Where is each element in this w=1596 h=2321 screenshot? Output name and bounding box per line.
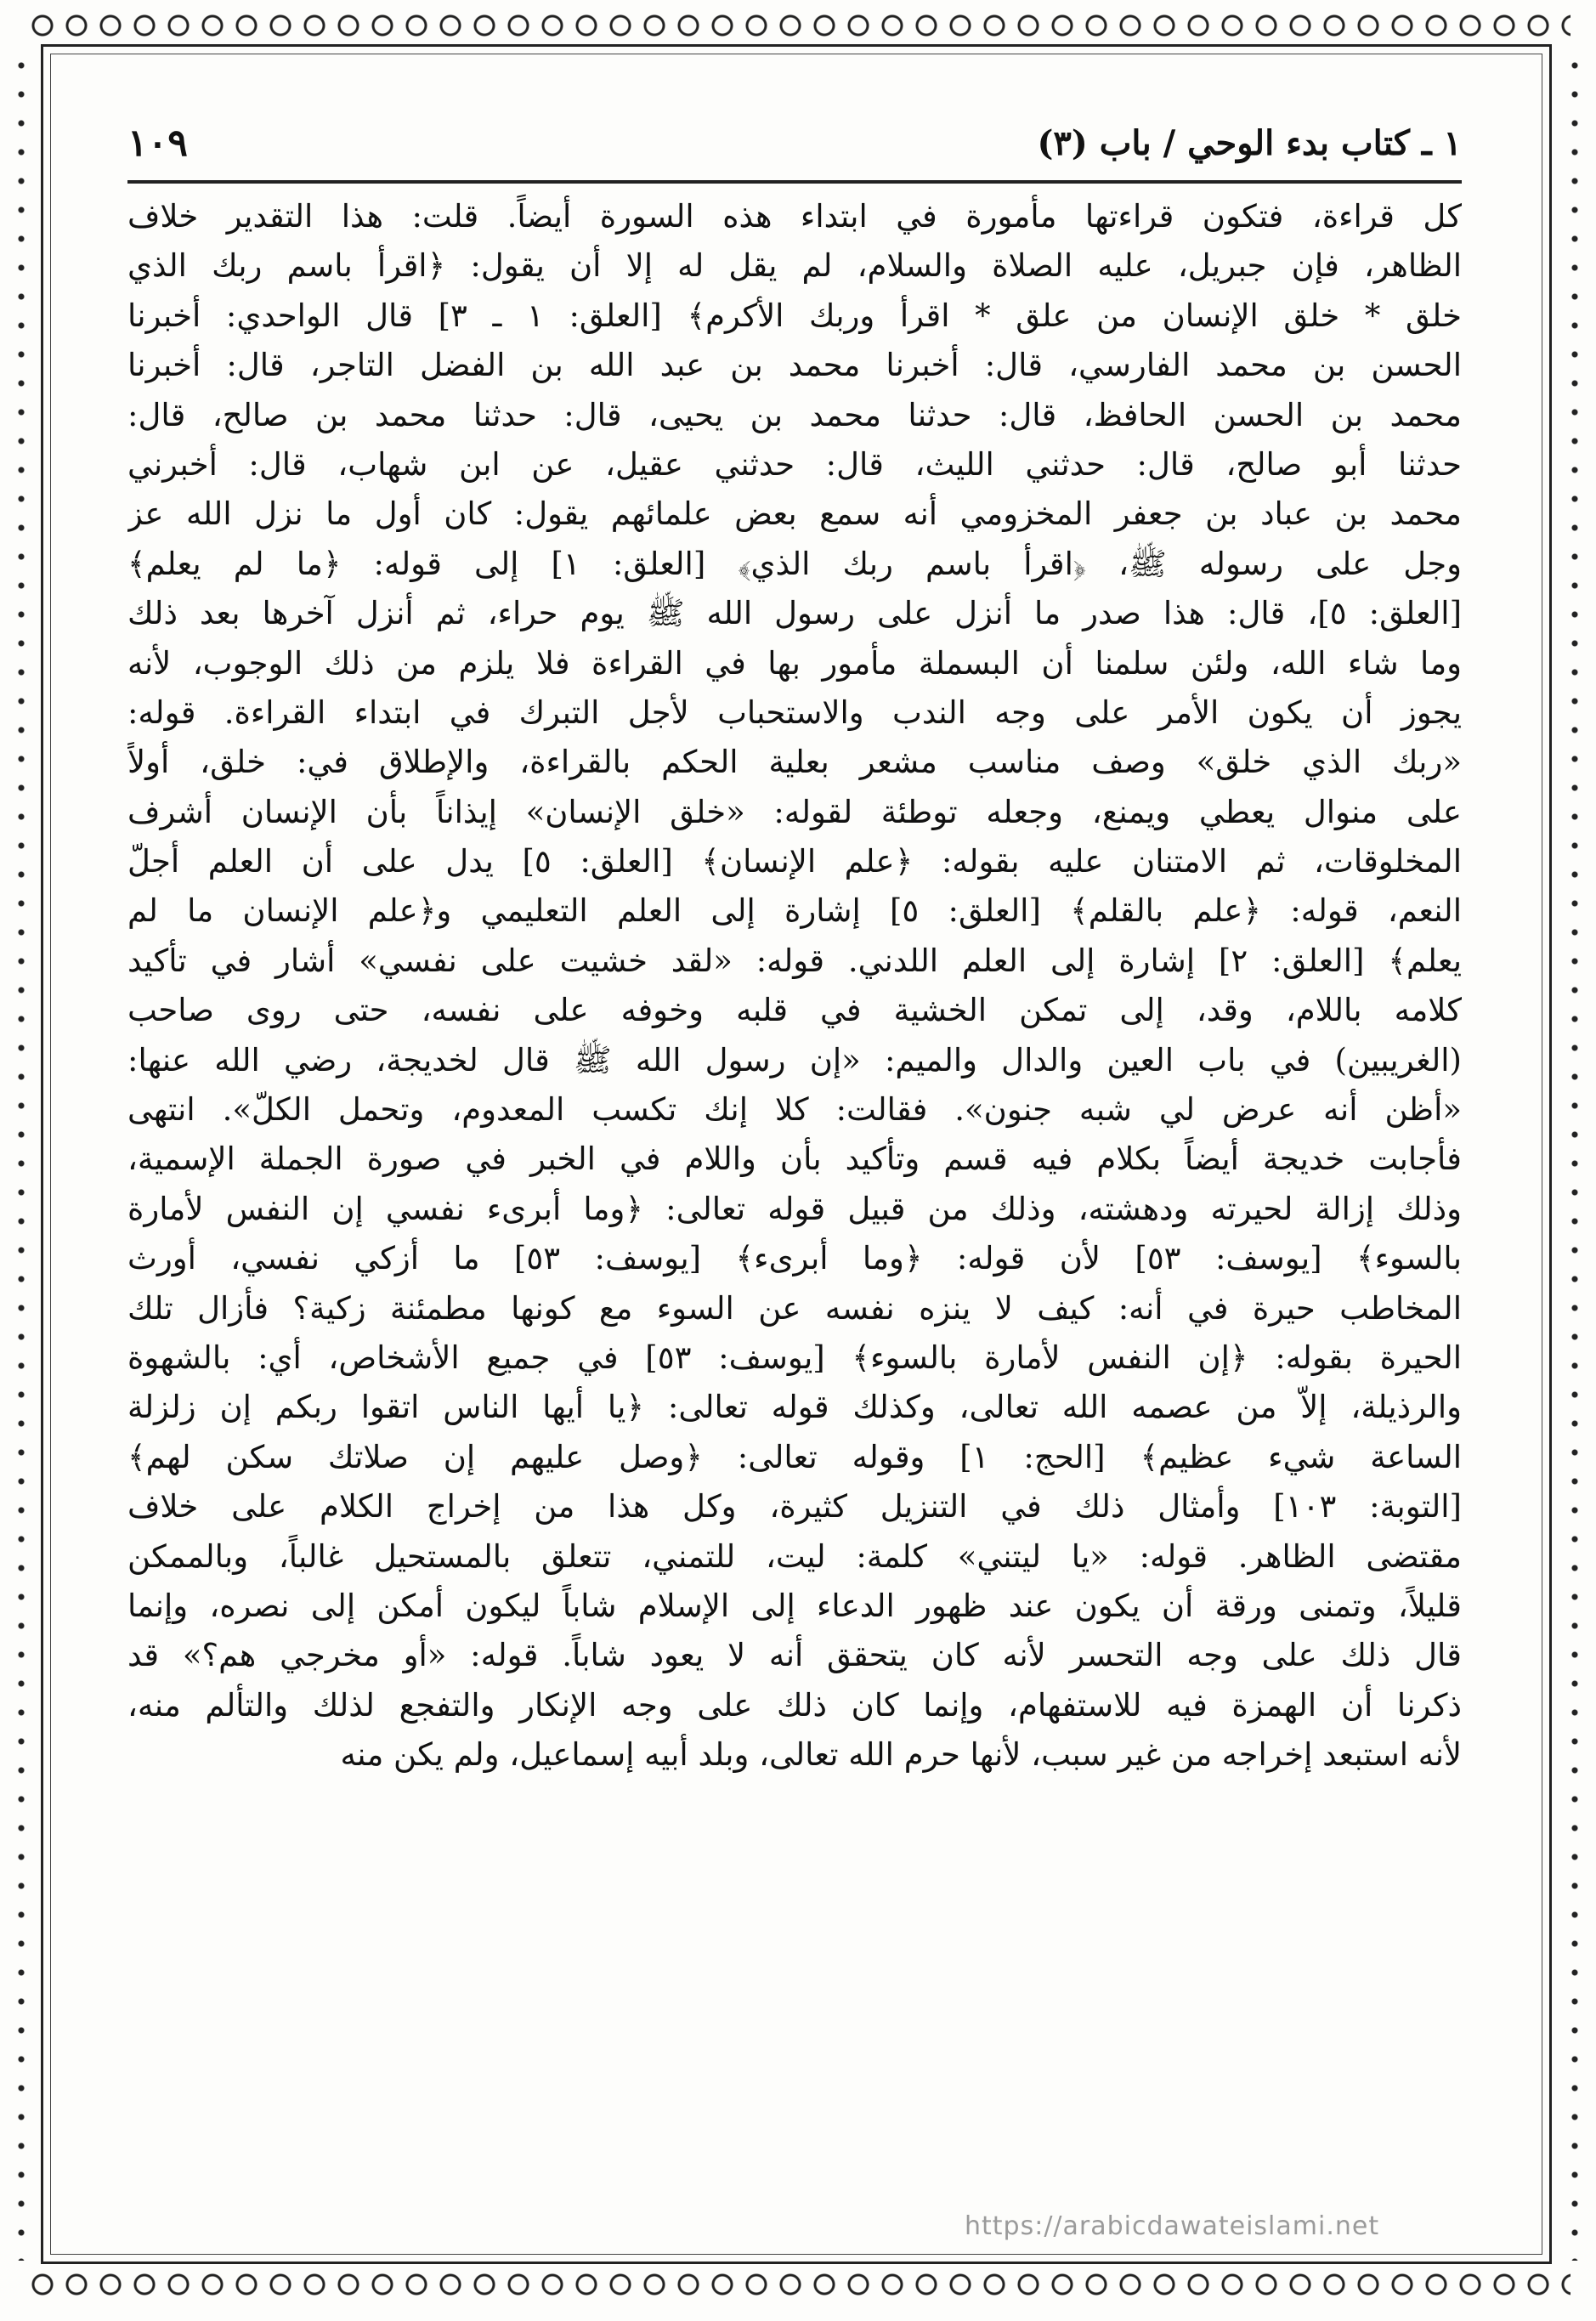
header-divider bbox=[127, 180, 1462, 184]
text-line: مقتضى الظاهر. قوله: «يا ليتني» كلمة: ليت، للتمني، تتعلق بالمستحيل غالباً، وبالممكن bbox=[127, 1537, 1462, 1575]
text-line: فأجابت خديجة أيضاً بكلام فيه قسم وتأكيد بأن واللام في الخبر في صورة الجملة الإسمية، bbox=[127, 1141, 1462, 1178]
text-line: [العلق: ٥]، قال: هذا صدر ما أنزل على رسول الله ﷺ يوم حراء، ثم أنزل آخرها بعد ذلك bbox=[127, 595, 1462, 632]
ornamental-border-left bbox=[12, 51, 31, 2261]
text-line: المخاطب حيرة في أنه: كيف لا ينزه نفسه عن السوء مع كونها مطمئنة زكية؟ فأزال تلك bbox=[127, 1289, 1462, 1327]
text-line: المخلوقات، ثم الامتنان عليه بقوله: ﴿علم الإنسان﴾ [العلق: ٥] يدل على أن العلم أجلّ bbox=[127, 843, 1462, 880]
body-text bbox=[127, 192, 1462, 1780]
text-line: وما شاء الله، ولئن سلمنا أن البسملة مأمور بها في القراءة فلا يلزم من ذلك الوجوب، لأنه bbox=[127, 644, 1462, 682]
text-line: كلامه باللام، وقد، إلى تمكن الخشية في قلبه وخوفه على نفسه، حتى روى صاحب bbox=[127, 992, 1462, 1029]
text-line: النعم، قوله: ﴿علم بالقلم﴾ [العلق: ٥] إشارة إلى العلم التعليمي و﴿علم الإنسان ما لم bbox=[127, 892, 1462, 930]
ornamental-border-bottom bbox=[25, 2267, 1571, 2301]
text-line: قال ذلك على وجه التحسر لأنه كان يتحقق أنه لا يعود شاباً. قوله: «أو مخرجي هم؟» قد bbox=[127, 1637, 1462, 1674]
text-line: حدثنا أبو صالح، قال: حدثني الليث، قال: حدثني عقيل، عن ابن شهاب، قال: أخبرني bbox=[127, 445, 1462, 483]
text-line: على منوال يعطي ويمنع، وجعله توطئة لقوله: «خلق الإنسان» إيذاناً بأن الإنسان أشرف bbox=[127, 793, 1462, 830]
text-line: الحيرة بقوله: ﴿إن النفس لأمارة بالسوء﴾ [يوسف: ٥٣] في جميع الأشخاص، أي: بالشهوة bbox=[127, 1339, 1462, 1376]
text-line: محمد بن عباد بن جعفر المخزومي أنه سمع بعض علمائهم يقول: كان أول ما نزل الله عز bbox=[127, 495, 1462, 533]
page-header bbox=[127, 109, 1462, 177]
ornamental-border-right bbox=[1565, 51, 1584, 2261]
text-line: [التوبة: ١٠٣] وأمثال ذلك في التنزيل كثيرة، وكل هذا من إخراج الكلام على خلاف bbox=[127, 1488, 1462, 1526]
text-line: وذلك إزالة لحيرته ودهشته، وذلك من قبيل قوله تعالى: ﴿وما أبرىء نفسي إن النفس لأمارة bbox=[127, 1190, 1462, 1227]
text-line: كل قراءة، فتكون قراءتها مأمورة في ابتداء هذه السورة أيضاً. قلت: هذا التقدير خلاف bbox=[127, 198, 1462, 235]
text-line: ذكرنا أن الهمزة فيه للاستفهام، وإنما كان ذلك على وجه الإنكار والتفجع لذلك والتألم منه، bbox=[127, 1686, 1462, 1724]
text-line: يعلم﴾ [العلق: ٢] إشارة إلى العلم اللدني. قوله: «لقد خشيت على نفسي» أشار في تأكيد bbox=[127, 942, 1462, 979]
watermark-url: https://arabicdawateislami.net bbox=[965, 2211, 1380, 2241]
text-line: خلق * خلق الإنسان من علق * اقرأ وربك الأكرم﴾ [العلق: ١ ـ ٣] قال الواحدي: أخبرنا bbox=[127, 297, 1462, 334]
text-line: (الغريبين) في باب العين والدال والميم: «إن رسول الله ﷺ قال لخديجة، رضي الله عنها: bbox=[127, 1041, 1462, 1078]
ornamental-border-top bbox=[25, 8, 1571, 42]
text-line: لأنه استبعد إخراجه من غير سبب، لأنها حرم الله تعالى، وبلد أبيه إسماعيل، ولم يكن منه bbox=[340, 1736, 1462, 1774]
page-number: ١٠٩ bbox=[127, 121, 188, 165]
text-line: «أظن أنه عرض لي شبه جنون». فقالت: كلا إنك تكسب المعدوم، وتحمل الكلّ». انتهى bbox=[127, 1091, 1462, 1129]
text-line: محمد بن الحسن الحافظ، قال: حدثنا محمد بن يحيى، قال: حدثنا محمد بن صالح، قال: bbox=[127, 396, 1462, 433]
text-line: والرذيلة، إلاّ من عصمه الله تعالى، وكذلك قوله تعالى: ﴿يا أيها الناس اتقوا ربكم إن زلزلة bbox=[127, 1389, 1462, 1426]
text-line: وجل على رسوله ﷺ، ﴿اقرأ باسم ربك الذي﴾ [العلق: ١] إلى قوله: ﴿ما لم يعلم﴾ bbox=[127, 545, 1462, 582]
text-line: الحسن بن محمد الفارسي، قال: أخبرنا محمد بن عبد الله بن الفضل التاجر، قال: أخبرنا bbox=[127, 347, 1462, 384]
text-line: يجوز أن يكون الأمر على وجه الندب والاستحباب لأجل التبرك في ابتداء القراءة. قوله: bbox=[127, 693, 1462, 731]
text-line: «ربك الذي خلق» وصف مناسب مشعر بعلية الحكم بالقراءة، والإطلاق في: خلق، أولاً bbox=[127, 744, 1462, 781]
text-line: قليلاً، وتمنى ورقة أن يكون عند ظهور الدعاء إلى الإسلام شاباً ليكون أمكن إلى نصره، وإنما bbox=[127, 1587, 1462, 1624]
text-line: الساعة شيء عظيم﴾ [الحج: ١] وقوله تعالى: ﴿وصل عليهم إن صلاتك سكن لهم﴾ bbox=[127, 1438, 1462, 1475]
running-title: ١ ـ كتاب بدء الوحي / باب (٣) bbox=[1037, 122, 1462, 163]
text-line: بالسوء﴾ [يوسف: ٥٣] لأن قوله: ﴿وما أبرىء﴾ [يوسف: ٥٣] ما أزكي نفسي، أورث bbox=[127, 1240, 1462, 1277]
text-line: الظاهر، فإن جبريل، عليه الصلاة والسلام، لم يقل له إلا أن يقول: ﴿اقرأ باسم ربك الذي bbox=[127, 247, 1462, 285]
